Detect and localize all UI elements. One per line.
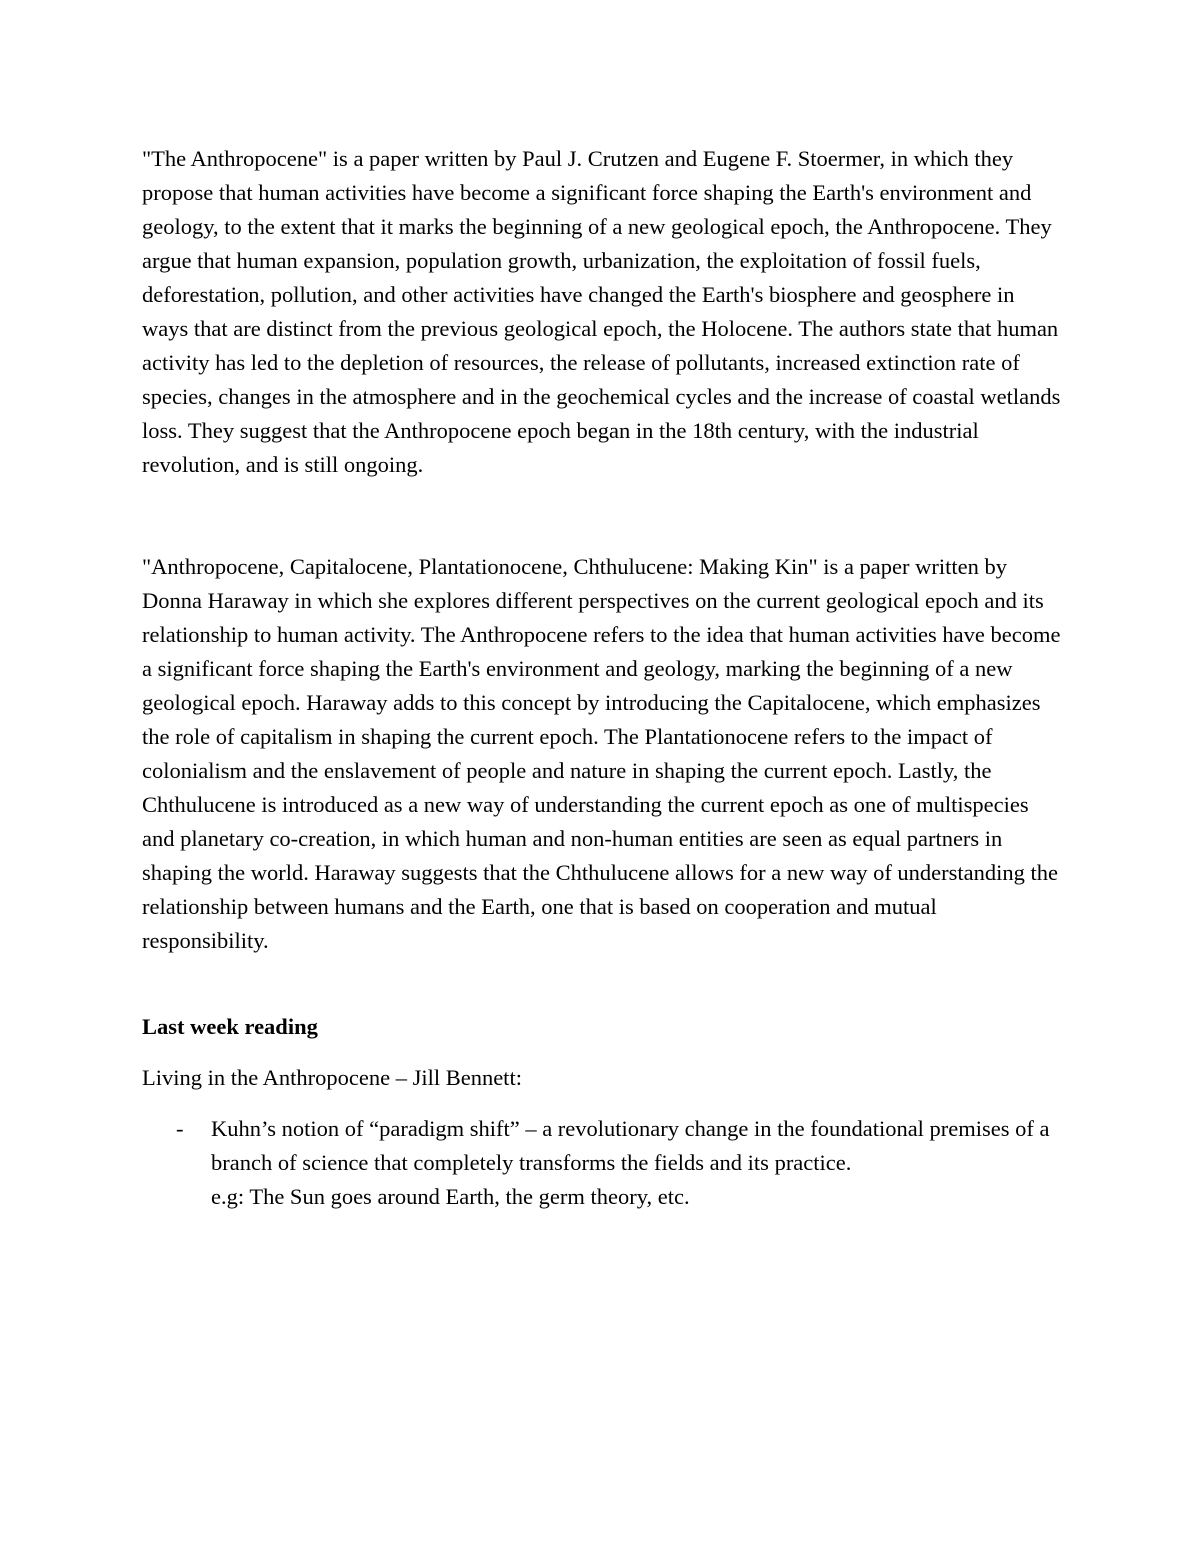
paragraph-anthropocene-summary: "The Anthropocene" is a paper written by Paul J. Crutzen and Eugene F. Stoermer, in which they propose that human activities have become a significant force shaping the Earth's environment and geology, to the extent that it marks the beginning of a new geological epoch, the Anthropocene. They argue that human expansion, population growth, urbanization, the exploitation of fossil fuels, deforestation, pollution, and other activities have changed the Earth's biosphere and geosphere in ways that are distinct from the previous geological epoch, the Holocene. The authors state that human activity has led to the depletion of resources, the release of pollutants, increased extinction rate of species, changes in the atmosphere and in the geochemical cycles and the increase of coastal wetlands loss. They suggest that the Anthropocene epoch began in the 18th century, with the industrial revolution, and is still ongoing. [142,146,1061,477]
document-body [142,142,1062,1214]
reading-title: Living in the Anthropocene – Jill Bennett: [142,1065,522,1090]
bullet-item [142,1112,1062,1214]
bullet-text: Kuhn’s notion of “paradigm shift” – a revolutionary change in the foundational premises of a branch of science that completely transforms the fields and its practice. [211,1116,1050,1175]
section-heading: Last week reading [142,1014,318,1039]
bullet-example: e.g: The Sun goes around Earth, the germ theory, etc. [211,1184,690,1209]
bullet-list [142,1112,1062,1214]
paragraph-haraway-summary: "Anthropocene, Capitalocene, Plantationocene, Chthulucene: Making Kin" is a paper written by Donna Haraway in which she explores different perspectives on the current geological epoch and its relationship to human activity. The Anthropocene refers to the idea that human activities have become a significant force shaping the Earth's environment and geology, marking the beginning of a new geological epoch. Haraway adds to this concept by introducing the Capitalocene, which emphasizes the role of capitalism in shaping the current epoch. The Plantationocene refers to the impact of colonialism and the enslavement of people and nature in shaping the current epoch. Lastly, the Chthulucene is introduced as a new way of understanding the current epoch as one of multispecies and planetary co-creation, in which human and non-human entities are seen as equal partners in shaping the world. Haraway suggests that the Chthulucene allows for a new way of understanding the relationship between humans and the Earth, one that is based on cooperation and mutual responsibility. [142,554,1061,953]
bullet-dash-icon: - [176,1116,184,1141]
